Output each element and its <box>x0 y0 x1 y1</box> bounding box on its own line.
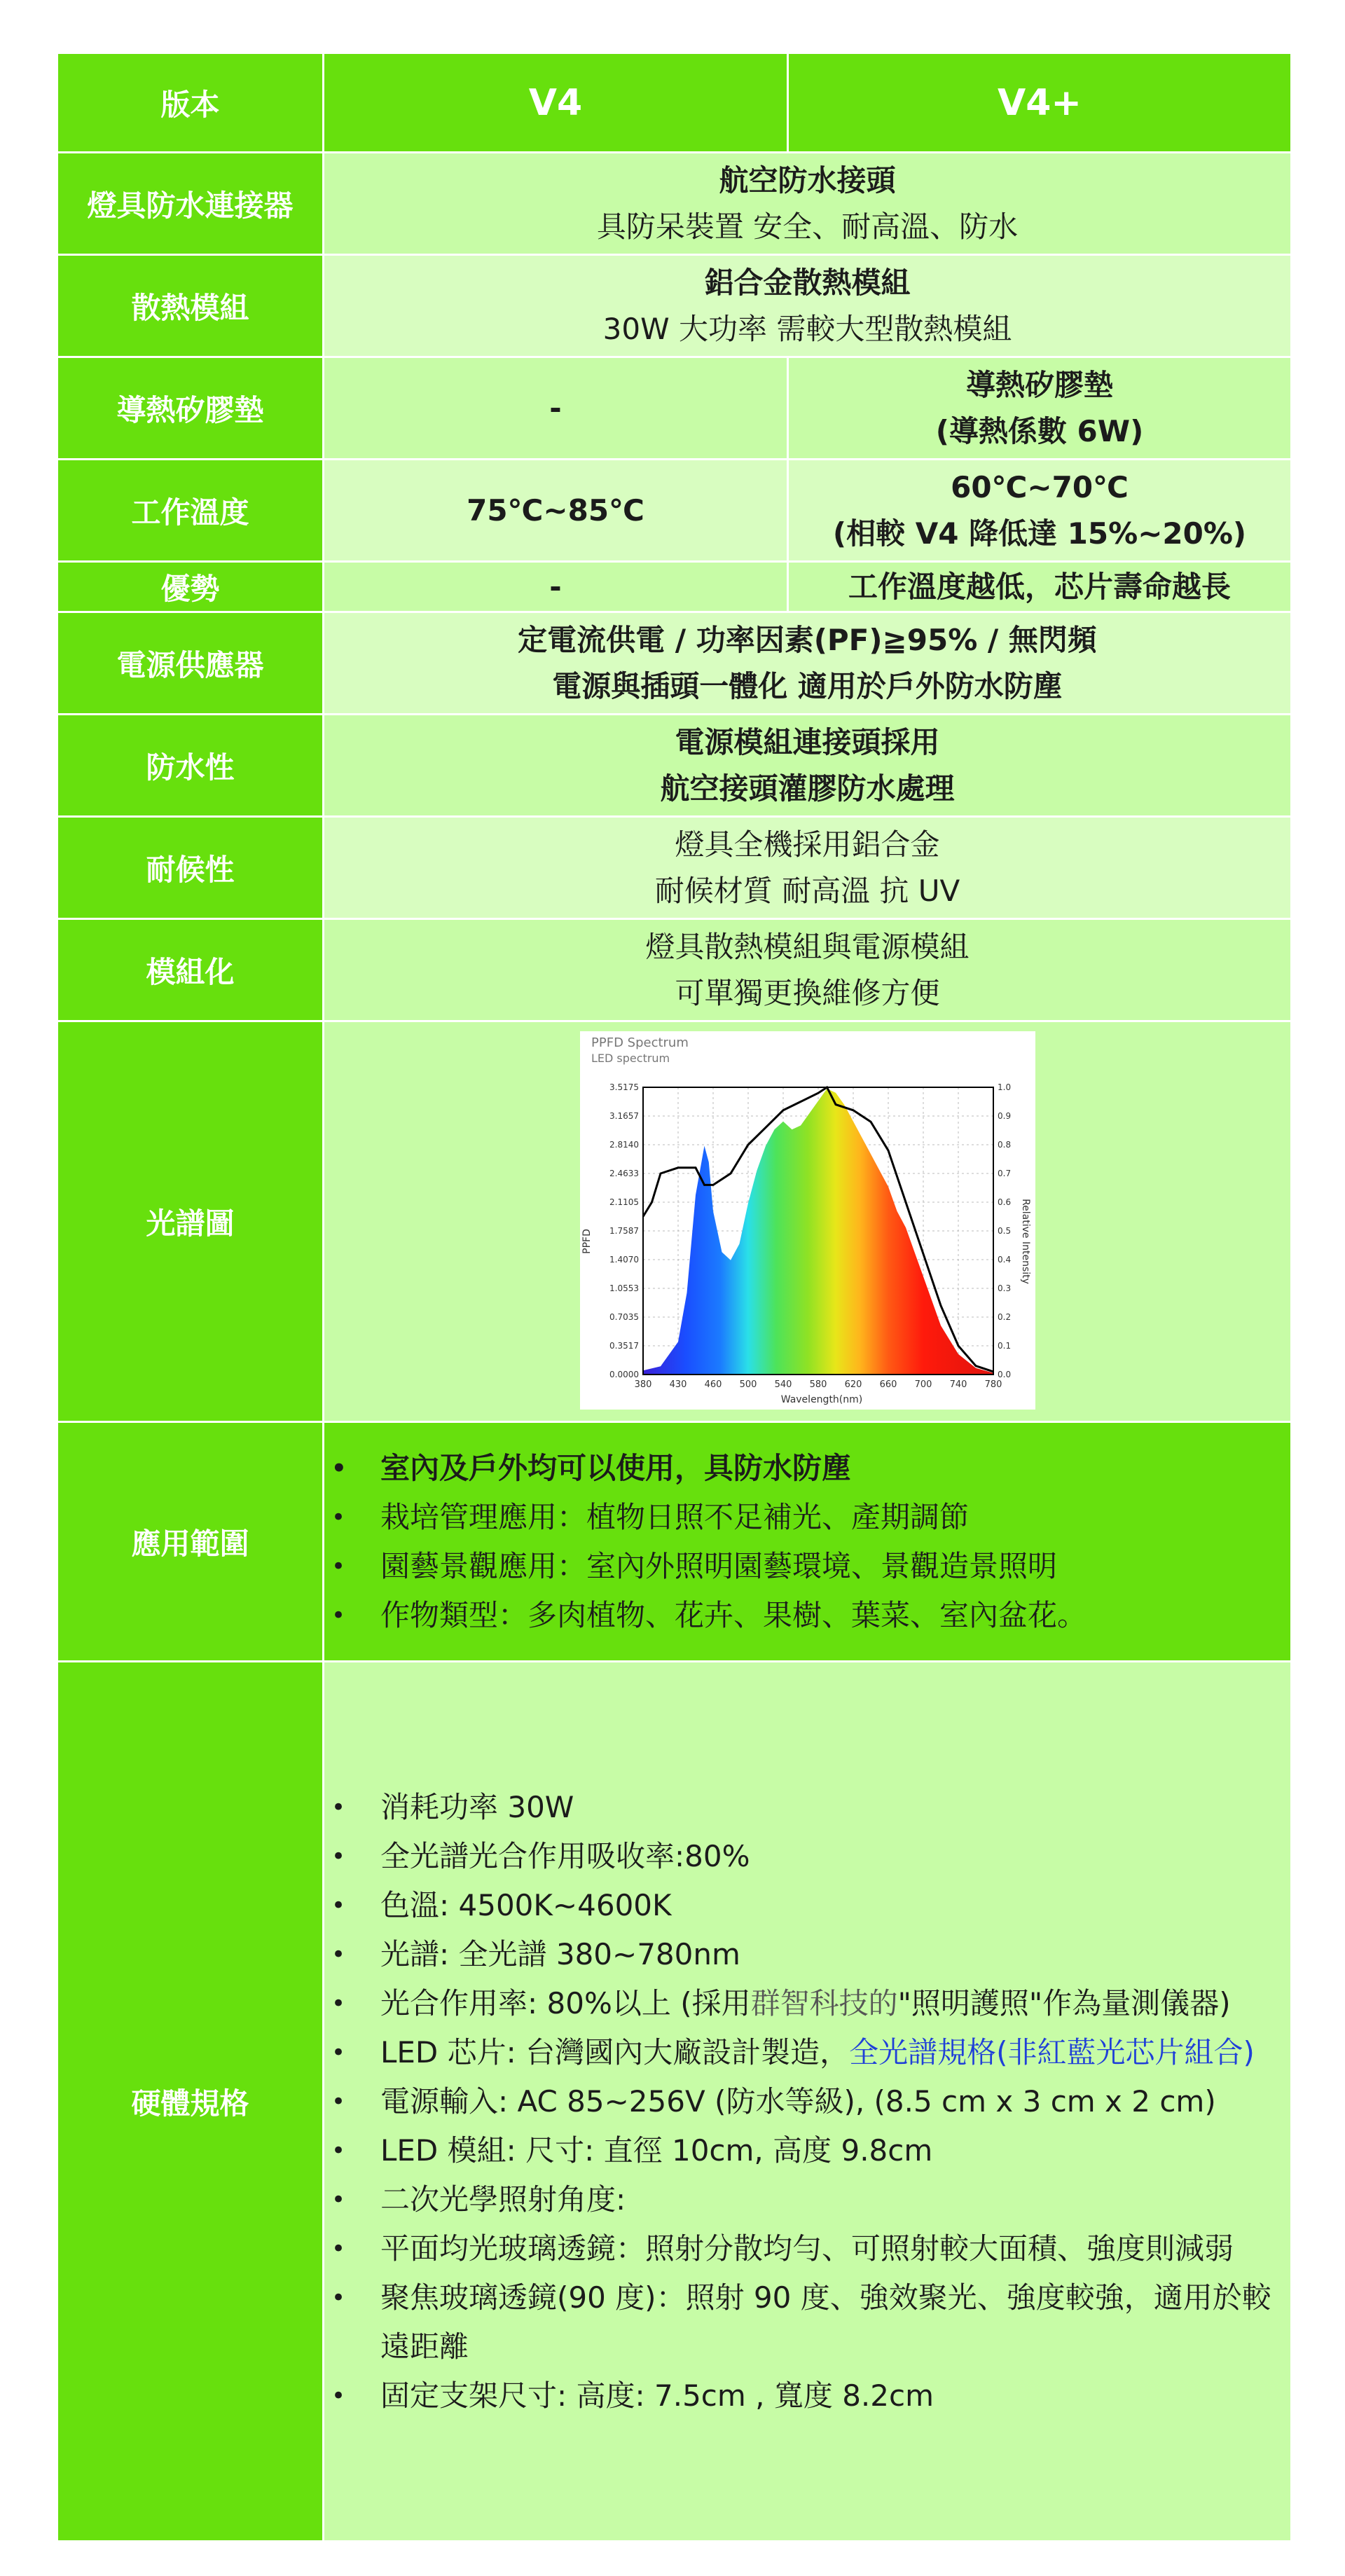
hardware-item-led-module: • LED 模組: 尺寸: 直徑 10cm, 高度 9.8cm <box>380 2126 1276 2175</box>
application-list <box>324 1444 1290 1640</box>
y2-tick-label: 0.9 <box>997 1110 1011 1121</box>
thermal-pad-label: 導熱矽膠墊 <box>57 357 324 460</box>
weather-line2: 耐候材質 耐高溫 抗 UV <box>654 873 960 908</box>
chart-subtitle: LED spectrum <box>591 1051 670 1065</box>
row-heatsink <box>57 255 1292 357</box>
thermal-pad-v4plus-line1: 導熱矽膠墊 <box>965 367 1113 402</box>
power-line2: 電源與插頭一體化 適用於戶外防水防塵 <box>552 668 1063 703</box>
row-hardware <box>57 1662 1292 2542</box>
heatsink-value <box>324 255 1292 357</box>
y2-tick-label: 0.0 <box>997 1369 1011 1379</box>
y-tick-label: 1.4070 <box>609 1254 639 1265</box>
y2-tick-label: 0.2 <box>997 1311 1011 1322</box>
spectrum-label: 光譜圖 <box>57 1021 324 1422</box>
heatsink-line2: 30W 大功率 需較大型散熱模組 <box>602 311 1012 346</box>
row-weather <box>57 817 1292 919</box>
row-connector <box>57 153 1292 255</box>
hardware-item-power: • 消耗功率 30W <box>380 1783 1276 1832</box>
y2-tick-label: 0.5 <box>997 1225 1011 1236</box>
photosynthesis-text-a: 光合作用率: 80%以上 (採用 <box>380 1985 751 2020</box>
weather-line1: 燈具全機採用鋁合金 <box>675 827 940 862</box>
spec-sheet <box>56 52 1290 2542</box>
connector-line2: 具防呆裝置 安全、耐高溫、防水 <box>596 209 1019 244</box>
weather-value <box>324 817 1292 919</box>
thermal-pad-v4: - <box>324 357 788 460</box>
thermal-pad-v4plus-line2: (導熱係數 6W) <box>935 413 1144 448</box>
x-axis-label: Wavelength(nm) <box>780 1393 862 1405</box>
power-value <box>324 612 1292 715</box>
power-label: 電源供應器 <box>57 612 324 715</box>
v4plus-header: V4+ <box>788 53 1292 153</box>
y2-tick-label: 0.3 <box>997 1283 1011 1293</box>
y-tick-label: 0.7035 <box>609 1311 639 1322</box>
waterproof-line1: 電源模組連接頭採用 <box>675 724 940 759</box>
waterproof-line2: 航空接頭灌膠防水處理 <box>660 771 955 806</box>
modular-label: 模組化 <box>57 919 324 1021</box>
x-tick-label: 580 <box>809 1379 827 1390</box>
application-item-2: • 園藝景觀應用：室內外照明園藝環境、景觀造景照明 <box>380 1542 1283 1591</box>
y2-axis-label: Relative Intensity <box>1019 1198 1031 1284</box>
row-advantage <box>57 562 1292 612</box>
temperature-v4: 75℃~85℃ <box>324 460 788 562</box>
application-item-0: • 室內及戶外均可以使用，具防水防塵 <box>380 1444 1283 1493</box>
y2-tick-label: 0.6 <box>997 1197 1011 1207</box>
row-waterproof <box>57 715 1292 817</box>
comparison-table <box>56 52 1292 2542</box>
hardware-value <box>324 1662 1292 2542</box>
waterproof-value <box>324 715 1292 817</box>
led-chip-text-a: LED 芯片: 台灣國內大廠設計製造， <box>380 2034 850 2069</box>
y2-tick-label: 0.4 <box>997 1254 1011 1265</box>
spectrum-area <box>643 1089 993 1375</box>
temperature-v4plus-line2: (相較 V4 降低達 15%~20%) <box>832 516 1247 551</box>
y2-tick-label: 0.1 <box>997 1340 1011 1351</box>
photosynthesis-text-b: 群智科技的 <box>750 1985 898 2020</box>
application-label: 應用範圍 <box>57 1422 324 1662</box>
spectrum-svg <box>580 1031 1035 1410</box>
connector-line1: 航空防水接頭 <box>719 163 896 198</box>
row-power <box>57 612 1292 715</box>
y2-tick-label: 1.0 <box>997 1082 1011 1092</box>
row-thermal-pad <box>57 357 1292 460</box>
hardware-item-led-chip <box>380 2028 1276 2077</box>
y-axis-label: PPFD <box>581 1228 593 1254</box>
hardware-item-photosynthesis <box>380 1979 1276 2028</box>
hardware-item-optics: • 二次光學照射角度: <box>380 2175 1276 2224</box>
x-tick-label: 700 <box>914 1379 932 1390</box>
row-spectrum <box>57 1021 1292 1422</box>
header-row <box>57 53 1292 153</box>
y-tick-label: 0.3517 <box>609 1340 639 1351</box>
photosynthesis-text-c: "照明護照"作為量測儀器) <box>897 1985 1231 2020</box>
modular-value <box>324 919 1292 1021</box>
weather-label: 耐候性 <box>57 817 324 919</box>
y-tick-label: 1.0553 <box>609 1283 639 1293</box>
x-tick-label: 500 <box>739 1379 757 1390</box>
y-tick-label: 2.1105 <box>609 1197 639 1207</box>
application-item-1: • 栽培管理應用：植物日照不足補光、產期調節 <box>380 1493 1283 1542</box>
advantage-v4plus: 工作溫度越低，芯片壽命越長 <box>788 562 1292 612</box>
hardware-item-color-temp: • 色溫: 4500K~4600K <box>380 1881 1276 1930</box>
hardware-list <box>324 1783 1290 2420</box>
x-tick-label: 460 <box>704 1379 722 1390</box>
thermal-pad-v4plus <box>788 357 1292 460</box>
y-tick-label: 3.1657 <box>609 1110 639 1121</box>
hardware-label: 硬體規格 <box>57 1662 324 2542</box>
chart-title: PPFD Spectrum <box>591 1035 689 1050</box>
advantage-v4: - <box>324 562 788 612</box>
row-temperature <box>57 460 1292 562</box>
x-tick-label: 540 <box>774 1379 792 1390</box>
y-tick-label: 1.7587 <box>609 1225 639 1236</box>
row-modular <box>57 919 1292 1021</box>
connector-value <box>324 153 1292 255</box>
temperature-v4plus-line1: 60℃~70℃ <box>951 469 1129 504</box>
hardware-item-flat-lens: • 平面均光玻璃透鏡：照射分散均勻、可照射較大面積、強度則減弱 <box>380 2224 1276 2273</box>
y-tick-label: 0.0000 <box>609 1369 639 1379</box>
hardware-item-spectrum: • 光譜: 全光譜 380~780nm <box>380 1930 1276 1979</box>
advantage-label: 優勢 <box>57 562 324 612</box>
spectrum-chart <box>580 1031 1035 1410</box>
led-chip-text-b: 全光譜規格(非紅藍光芯片組合) <box>849 2034 1255 2069</box>
version-label: 版本 <box>57 53 324 153</box>
x-tick-label: 430 <box>669 1379 687 1390</box>
temperature-v4plus <box>788 460 1292 562</box>
x-tick-label: 620 <box>844 1379 862 1390</box>
application-item-3: • 作物類型：多肉植物、花卉、果樹、葉菜、室內盆花。 <box>380 1591 1283 1640</box>
power-line1: 定電流供電 / 功率因素(PF)≧95% / 無閃頻 <box>518 622 1097 657</box>
y-tick-label: 2.4633 <box>609 1168 639 1178</box>
v4-header: V4 <box>324 53 788 153</box>
x-tick-label: 780 <box>984 1379 1002 1390</box>
row-application <box>57 1422 1292 1662</box>
modular-line2: 可單獨更換維修方便 <box>675 975 940 1010</box>
spectrum-cell <box>324 1021 1292 1422</box>
heatsink-line1: 鋁合金散熱模組 <box>704 265 911 300</box>
temperature-label: 工作溫度 <box>57 460 324 562</box>
hardware-item-focus-lens: • 聚焦玻璃透鏡(90 度)：照射 90 度、強效聚光、強度較強，適用於較遠距離 <box>380 2273 1276 2371</box>
hardware-item-bracket: • 固定支架尺寸: 高度: 7.5cm , 寬度 8.2cm <box>380 2371 1276 2420</box>
x-tick-label: 740 <box>949 1379 967 1390</box>
x-tick-label: 660 <box>879 1379 897 1390</box>
x-tick-label: 380 <box>634 1379 651 1390</box>
heatsink-label: 散熱模組 <box>57 255 324 357</box>
modular-line1: 燈具散熱模組與電源模組 <box>645 929 970 964</box>
hardware-item-absorption: • 全光譜光合作用吸收率:80% <box>380 1832 1276 1881</box>
waterproof-label: 防水性 <box>57 715 324 817</box>
y2-tick-label: 0.8 <box>997 1139 1011 1150</box>
connector-label: 燈具防水連接器 <box>57 153 324 255</box>
y2-tick-label: 0.7 <box>997 1168 1011 1178</box>
application-value <box>324 1422 1292 1662</box>
hardware-item-power-input: • 電源輸入: AC 85~256V (防水等級), (8.5 cm x 3 cm x 2 cm) <box>380 2077 1276 2126</box>
y-tick-label: 2.8140 <box>609 1139 639 1150</box>
y-tick-label: 3.5175 <box>609 1082 639 1092</box>
